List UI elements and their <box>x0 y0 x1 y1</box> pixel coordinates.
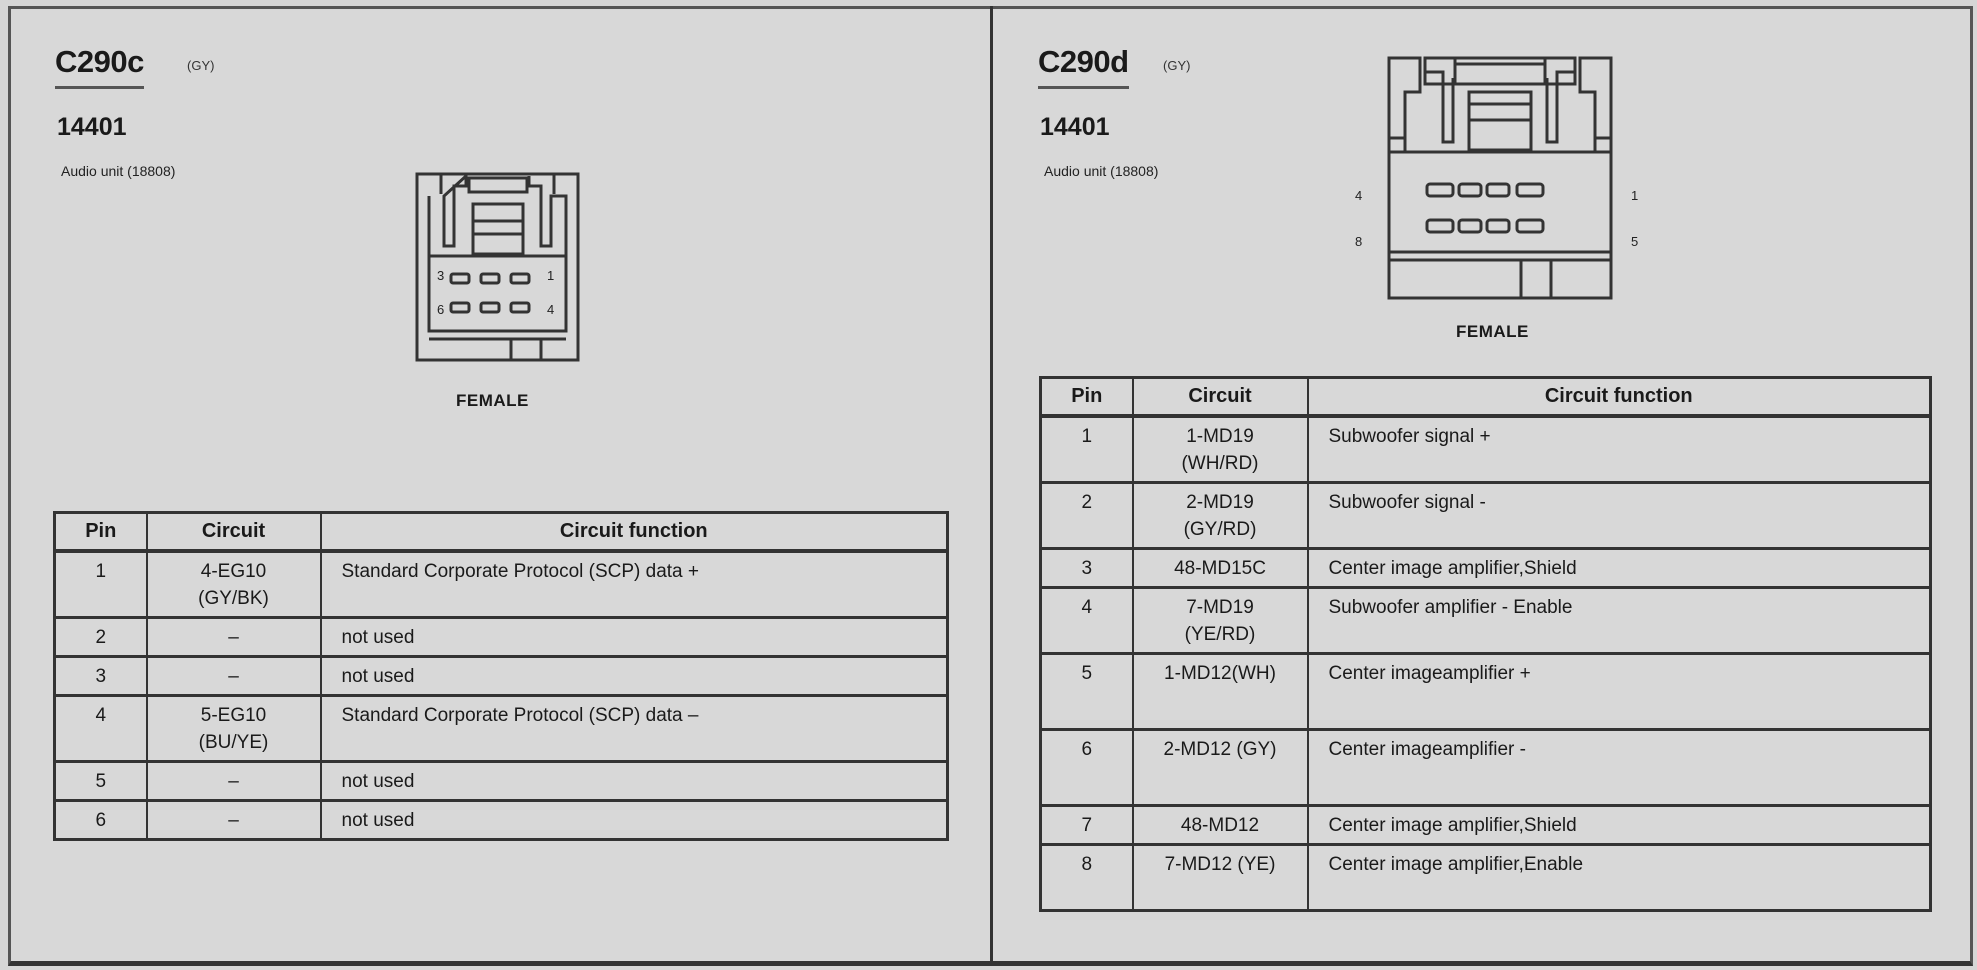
pin-cell: 3 <box>55 657 147 696</box>
circuit-cell: 48-MD15C <box>1133 549 1308 588</box>
column-header-function: Circuit function <box>1308 378 1931 417</box>
function-cell: Center image amplifier,Shield <box>1308 806 1931 845</box>
pin-cell: 1 <box>1041 416 1133 483</box>
circuit-code: 4-EG10 <box>200 561 267 582</box>
table-row <box>55 762 948 801</box>
connector-gender: FEMALE <box>1456 322 1529 341</box>
wire-color: (BU/YE) <box>198 732 269 753</box>
pin-label: 8 <box>1355 234 1363 249</box>
pin-cell: 1 <box>55 551 147 618</box>
circuit-cell: – <box>147 801 321 840</box>
circuit-cell: – <box>147 657 321 696</box>
table-row <box>55 551 948 618</box>
circuit-cell <box>1133 416 1308 483</box>
table-row <box>55 618 948 657</box>
function-cell: not used <box>321 657 948 696</box>
circuit-cell: 48-MD12 <box>1133 806 1308 845</box>
function-cell: Standard Corporate Protocol (SCP) data – <box>321 696 948 762</box>
function-cell: Standard Corporate Protocol (SCP) data + <box>321 551 948 618</box>
wire-color: (WH/RD) <box>1181 453 1259 474</box>
function-cell: not used <box>321 618 948 657</box>
table-row <box>1041 588 1931 654</box>
pin-cell: 3 <box>1041 549 1133 588</box>
connector-color-code: (GY) <box>1163 58 1191 73</box>
pinout-table <box>1039 376 1932 912</box>
table-header-row <box>1041 378 1931 417</box>
table-row <box>1041 730 1931 806</box>
pin-label: 5 <box>1631 234 1639 249</box>
connector-color-code: (GY) <box>187 58 215 73</box>
part-number: 14401 <box>1040 113 1110 141</box>
circuit-code: 7-MD19 <box>1186 597 1254 618</box>
wire-color: (GY/BK) <box>198 588 269 609</box>
pin-cell: 6 <box>55 801 147 840</box>
circuit-cell: 1-MD12(WH) <box>1133 654 1308 730</box>
function-cell: Center imageamplifier - <box>1308 730 1931 806</box>
circuit-cell: 7-MD12 (YE) <box>1133 845 1308 911</box>
table-row <box>1041 845 1931 911</box>
circuit-code: 1-MD19 <box>1186 426 1254 447</box>
connector-id: C290d <box>1038 44 1129 89</box>
function-cell: Center image amplifier,Enable <box>1308 845 1931 911</box>
function-cell: not used <box>321 801 948 840</box>
pin-cell: 7 <box>1041 806 1133 845</box>
component-description: Audio unit (18808) <box>61 163 176 179</box>
circuit-cell: 2-MD12 (GY) <box>1133 730 1308 806</box>
pin-cell: 2 <box>1041 483 1133 549</box>
table-row <box>55 657 948 696</box>
function-cell: Subwoofer amplifier - Enable <box>1308 588 1931 654</box>
wire-color: (GY/RD) <box>1183 519 1257 540</box>
pin-label: 1 <box>1631 188 1639 203</box>
column-header-circuit: Circuit <box>147 513 321 552</box>
column-header-pin: Pin <box>1041 378 1133 417</box>
pin-label: 4 <box>547 302 555 317</box>
pin-cell: 5 <box>55 762 147 801</box>
function-cell: Subwoofer signal - <box>1308 483 1931 549</box>
table-row <box>55 696 948 762</box>
pin-cell: 6 <box>1041 730 1133 806</box>
column-header-circuit: Circuit <box>1133 378 1308 417</box>
pin-label: 3 <box>437 268 445 283</box>
connector-panel-c290c <box>11 6 990 961</box>
pin-cell: 4 <box>1041 588 1133 654</box>
table-row <box>55 801 948 840</box>
connector-6pin-face-icon <box>411 166 581 366</box>
circuit-code: 5-EG10 <box>200 705 267 726</box>
circuit-cell <box>1133 588 1308 654</box>
connector-id: C290c <box>55 44 144 89</box>
table-row <box>1041 416 1931 483</box>
pinout-table <box>53 511 949 841</box>
pin-label: 6 <box>437 302 445 317</box>
table-row <box>1041 549 1931 588</box>
table-row <box>1041 654 1931 730</box>
wire-color: (YE/RD) <box>1184 624 1256 645</box>
table-row <box>1041 483 1931 549</box>
column-header-function: Circuit function <box>321 513 948 552</box>
circuit-cell <box>147 551 321 618</box>
connector-gender: FEMALE <box>456 391 529 410</box>
pin-cell: 2 <box>55 618 147 657</box>
function-cell: Subwoofer signal + <box>1308 416 1931 483</box>
pin-cell: 5 <box>1041 654 1133 730</box>
function-cell: Center image amplifier,Shield <box>1308 549 1931 588</box>
table-header-row <box>55 513 948 552</box>
circuit-cell: – <box>147 618 321 657</box>
circuit-cell <box>147 696 321 762</box>
column-header-pin: Pin <box>55 513 147 552</box>
function-cell: Center imageamplifier + <box>1308 654 1931 730</box>
connector-panel-c290d <box>993 6 1970 961</box>
circuit-cell: – <box>147 762 321 801</box>
table-row <box>1041 806 1931 845</box>
pin-label: 4 <box>1355 188 1363 203</box>
connector-8pin-face-icon <box>1385 52 1615 302</box>
component-description: Audio unit (18808) <box>1044 163 1159 179</box>
pin-cell: 8 <box>1041 845 1133 911</box>
function-cell: not used <box>321 762 948 801</box>
circuit-cell <box>1133 483 1308 549</box>
pin-cell: 4 <box>55 696 147 762</box>
pin-label: 1 <box>547 268 555 283</box>
part-number: 14401 <box>57 113 127 141</box>
circuit-code: 2-MD19 <box>1186 492 1254 513</box>
